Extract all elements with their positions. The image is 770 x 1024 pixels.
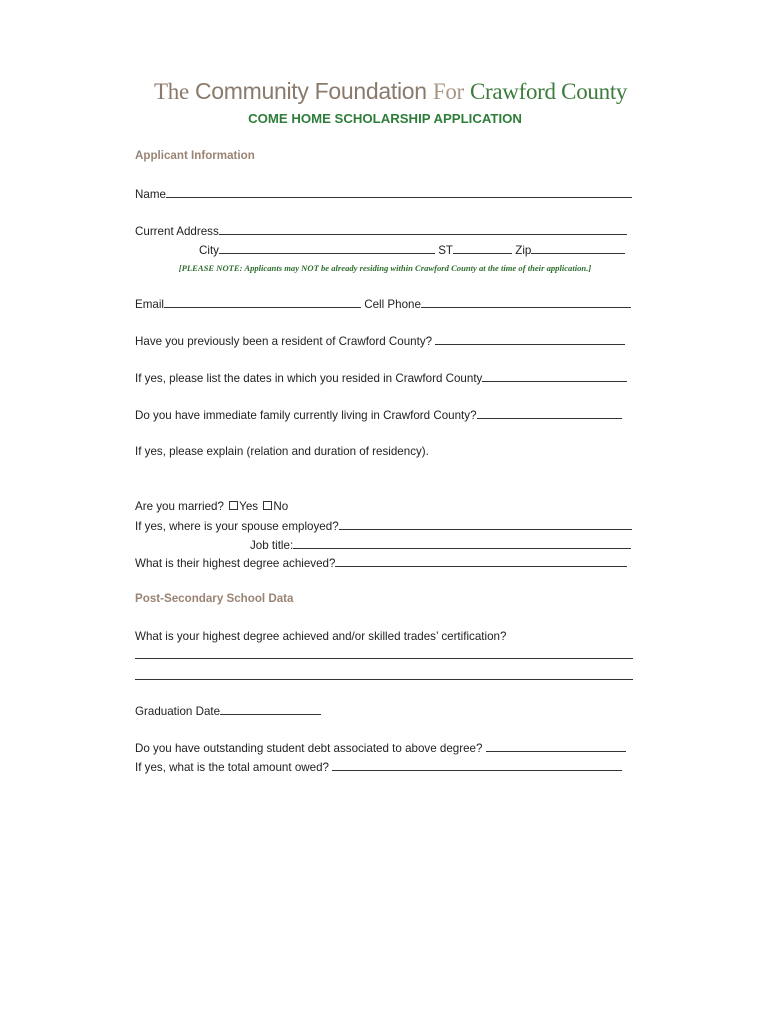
dates-question: If yes, please list the dates in which you resided in Crawford County (135, 372, 483, 385)
logo-the: The (154, 79, 189, 104)
married-question: Are you married? (135, 500, 224, 513)
residency-note: [PLEASE NOTE: Applicants may NOT be already residing within Crawford County at the time of their application.] (178, 263, 592, 273)
owed-field[interactable] (332, 759, 622, 771)
family-row (135, 407, 622, 423)
owed-question: If yes, what is the total amount owed? (135, 761, 329, 774)
spouse-employed-question: If yes, where is your spouse employed? (135, 520, 339, 533)
graduation-label: Graduation Date (135, 705, 221, 718)
debt-row (135, 740, 626, 756)
section-heading-applicant: Applicant Information (135, 149, 255, 162)
graduation-row (135, 703, 321, 719)
spouse-degree-field[interactable] (335, 555, 627, 567)
spouse-employed-field[interactable] (339, 518, 632, 530)
degree-question: What is your highest degree achieved and/or skilled trades’ certification? (135, 630, 507, 643)
explain-question: If yes, please explain (relation and duration of residency). (135, 445, 429, 458)
spouse-degree-question: What is their highest degree achieved? (135, 557, 336, 570)
logo-crawford-county: Crawford County (470, 79, 628, 104)
address-row (135, 223, 627, 239)
married-yes-checkbox[interactable] (229, 501, 238, 510)
job-title-label: Job title: (250, 539, 294, 552)
job-title-field[interactable] (293, 537, 631, 549)
married-row (135, 499, 288, 514)
degree-answer-line-1[interactable] (135, 658, 633, 659)
form-title: COME HOME SCHOLARSHIP APPLICATION (248, 111, 522, 126)
email-field[interactable] (164, 296, 361, 308)
foundation-logo (154, 76, 627, 107)
section-heading-school: Post-Secondary School Data (135, 592, 294, 605)
email-label: Email (135, 298, 164, 311)
married-no-checkbox[interactable] (263, 501, 272, 510)
zip-label: Zip (515, 244, 532, 257)
zip-field[interactable] (531, 242, 625, 254)
city-field[interactable] (219, 242, 435, 254)
family-field[interactable] (477, 407, 622, 419)
explain-row (135, 444, 429, 459)
job-title-row (250, 537, 631, 553)
graduation-date-field[interactable] (220, 703, 321, 715)
spouse-degree-row (135, 555, 627, 571)
prev-resident-question: Have you previously been a resident of Crawford County? (135, 335, 433, 348)
city-state-zip-row (199, 242, 625, 258)
address-label: Current Address (135, 225, 219, 238)
name-row (135, 186, 632, 202)
owed-row (135, 759, 622, 775)
dates-field[interactable] (482, 370, 627, 382)
married-yes-label: Yes (239, 500, 259, 513)
email-phone-row (135, 296, 631, 312)
city-label: City (199, 244, 219, 257)
degree-answer-line-2[interactable] (135, 679, 633, 680)
family-question: Do you have immediate family currently living in Crawford County? (135, 409, 477, 422)
address-field[interactable] (219, 223, 627, 235)
logo-community-foundation: Community Foundation (194, 78, 427, 104)
st-label: ST (438, 244, 454, 257)
debt-field[interactable] (486, 740, 626, 752)
married-no-label: No (273, 500, 289, 513)
cell-phone-field[interactable] (421, 296, 631, 308)
dates-row (135, 370, 627, 386)
degree-row (135, 629, 506, 644)
cell-phone-label: Cell Phone (364, 298, 421, 311)
logo-for: For (432, 79, 464, 104)
prev-resident-row (135, 333, 625, 349)
debt-question: Do you have outstanding student debt associated to above degree? (135, 742, 483, 755)
prev-resident-field[interactable] (435, 333, 625, 345)
name-label: Name (135, 188, 166, 201)
name-field[interactable] (166, 186, 632, 198)
spouse-employed-row (135, 518, 632, 534)
st-field[interactable] (453, 242, 512, 254)
